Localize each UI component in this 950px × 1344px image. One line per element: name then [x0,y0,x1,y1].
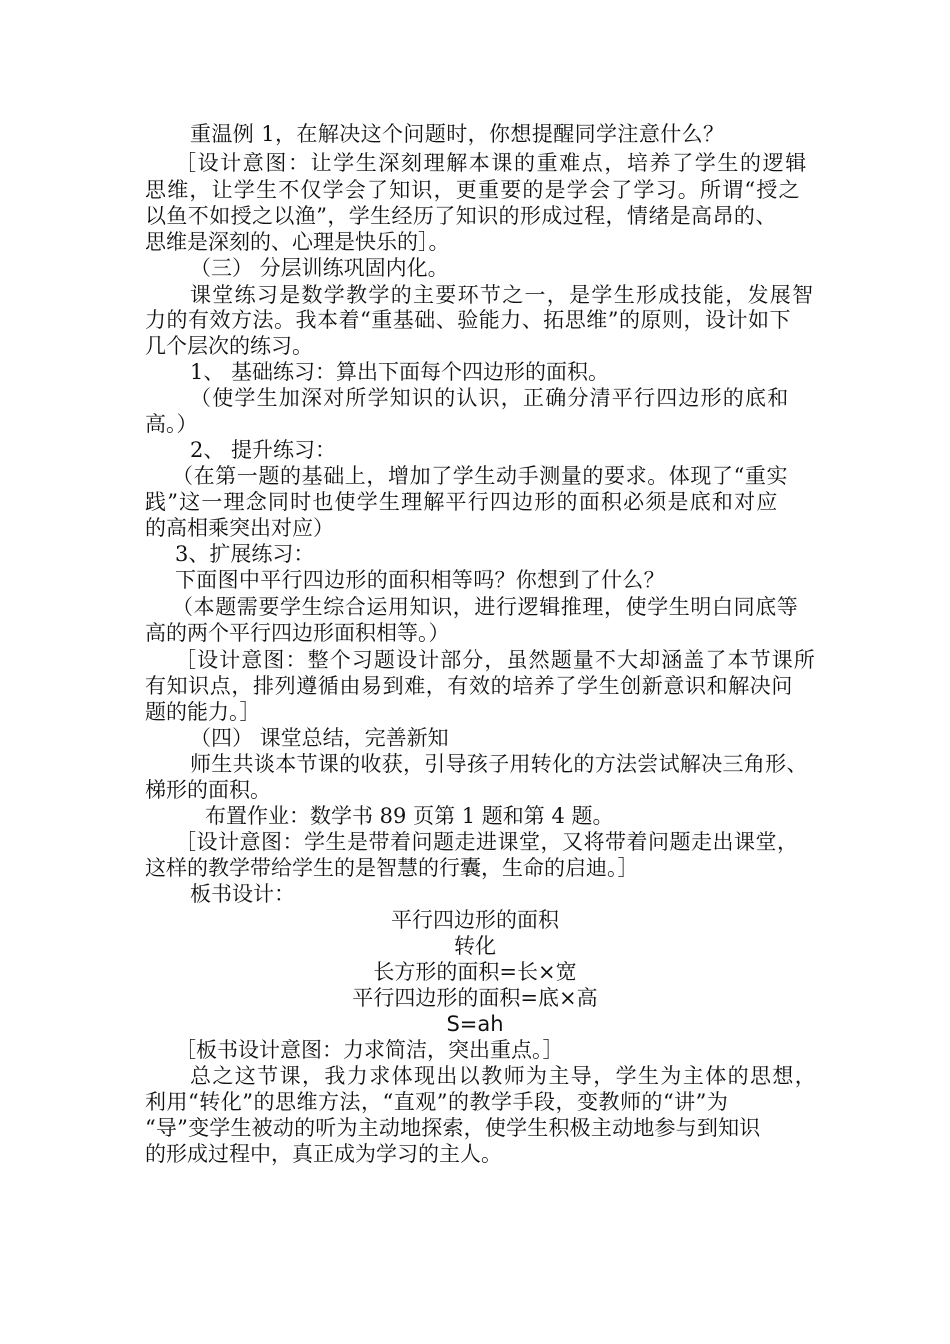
paragraph-line: 高。） [145,412,198,436]
paragraph-line: 师生共谈本节课的收获，引导孩子用转化的方法尝试解决三角形、 [190,752,808,776]
paragraph-line: ［设计意图：整个习题设计部分，虽然题量不大却涵盖了本节课所 [175,648,816,672]
paragraph-line: 思维，让学生不仅学会了知识，更重要的是学会了学习。所谓“授之 [145,178,801,202]
paragraph-line: 几个层次的练习。 [145,334,313,358]
section-heading: （四） 课堂总结，完善新知 [190,726,449,750]
list-item: 2、 提升练习： [190,438,337,462]
paragraph-line: （使学生加深对所学知识的认识，正确分清平行四边形的底和 [190,386,790,410]
paragraph-line: “导”变学生被动的听为主动地探索，使学生积极主动地参与到知识 [145,1116,761,1140]
paragraph-line: 力的有效方法。我本着“重基础、验能力、拓思维”的原则，设计如下 [145,308,791,332]
paragraph-line: 题的能力。］ [145,700,261,724]
paragraph-line: 践”这一理念同时也使学生理解平行四边形的面积必须是底和对应 [145,490,779,514]
paragraph-line: 高的两个平行四边形面积相等。） [145,621,450,645]
paragraph-line: ［设计意图：让学生深刻理解本课的重难点，培养了学生的逻辑 [175,151,808,175]
paragraph-line: 以鱼不如授之以渔”，学生经历了知识的形成过程，情绪是高昂的、 [145,204,777,228]
paragraph-line: ［设计意图：学生是带着问题走进课堂，又将带着问题走出课堂， [175,830,799,854]
board-line: 平行四边形的面积=底×高 [352,986,598,1010]
paragraph-line: （本题需要学生综合运用知识，进行逻辑推理，使学生明白同底等 [172,595,799,619]
board-line: 转化 [454,934,496,958]
paragraph-line: 的高相乘突出对应） [145,516,334,540]
paragraph-line: （在第一题的基础上，增加了学生动手测量的要求。体现了“重实 [172,464,789,488]
paragraph-line: 布置作业：数学书 89 页第 1 题和第 4 题。 [205,804,614,828]
paragraph-line: ［板书设计意图：力求简洁，突出重点。］ [175,1038,564,1062]
board-title: 平行四边形的面积 [391,908,559,932]
board-formula: S=ah [446,1012,504,1036]
section-heading: （三） 分层训练巩固内化。 [190,256,449,280]
paragraph-line: 的形成过程中，真正成为学习的主人。 [145,1142,502,1166]
paragraph-line: 重温例 1，在解决这个问题时，你想提醒同学注意什么？ [190,122,725,146]
paragraph-line: 板书设计： [190,882,295,906]
board-line: 长方形的面积=长×宽 [373,960,577,984]
paragraph-line: 这样的教学带给学生的是智慧的行囊，生命的启迪。］ [145,856,639,880]
paragraph-line: 思维是深刻的、心理是快乐的］。 [145,230,450,254]
list-item: 1、 基础练习：算出下面每个四边形的面积。 [190,360,610,384]
paragraph-line: 课堂练习是数学教学的主要环节之一，是学生形成技能，发展智 [190,283,815,307]
paragraph-line: 有知识点，排列遵循由易到难，有效的培养了学生创新意识和解决问 [145,674,793,698]
paragraph-line: 下面图中平行四边形的面积相等吗？你想到了什么？ [175,568,665,592]
paragraph-line: 总之这节课，我力求体现出以教师为主导，学生为主体的思想， [190,1064,818,1088]
paragraph-line: 利用“转化”的思维方法，“直观”的教学手段，变教师的“讲”为 [145,1090,729,1114]
paragraph-line: 梯形的面积。 [145,778,271,802]
list-item: 3、扩展练习： [175,542,315,566]
